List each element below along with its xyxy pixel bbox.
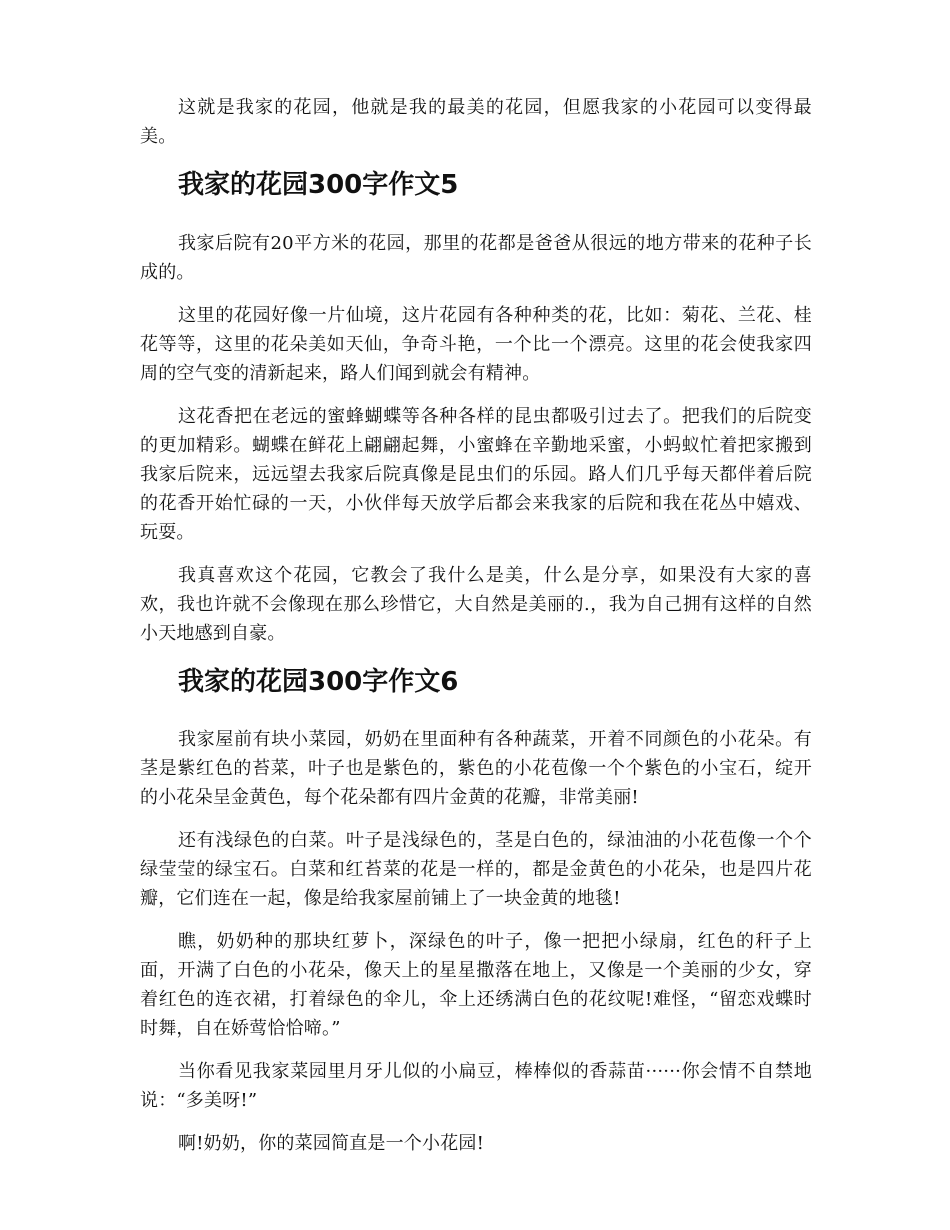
section-heading-essay-5: 我家的花园300字作文5 — [178, 170, 459, 200]
paragraph: 啊!奶奶，你的菜园简直是一个小花园! — [178, 1133, 485, 1154]
paragraph: 还有浅绿色的白菜。叶子是浅绿色的，茎是白色的，绿油油的小花苞像一个个绿莹莹的绿宝石。白菜和红苔菜的花是一样的，都是金黄色的小花朵，也是四片花瓣，它们连在一起，像是给我家屋前铺上了一块金黄的地毯! — [140, 830, 812, 909]
paragraph: 我真喜欢这个花园，它教会了我什么是美，什么是分享，如果没有大家的喜欢，我也许就不会像现在那么珍惜它，大自然是美丽的.，我为自己拥有这样的自然小天地感到自豪。 — [140, 565, 812, 644]
paragraph: 瞧，奶奶种的那块红萝卜，深绿色的叶子，像一把把小绿扇，红色的秆子上面，开满了白色的小花朵，像天上的星星撒落在地上，又像是一个美丽的少女，穿着红色的连衣裙，打着绿色的伞儿，伞上还绣满白色的花纹呢!难怪，“留恋戏蝶时时舞，自在娇莺恰恰啼。” — [140, 931, 812, 1039]
paragraph: 我家屋前有块小菜园，奶奶在里面种有各种蔬菜，开着不同颜色的小花朵。有茎是紫红色的苔菜，叶子也是紫色的，紫色的小花苞像一个个紫色的小宝石，绽开的小花朵呈金黄色，每个花朵都有四片金黄的花瓣，非常美丽! — [140, 729, 812, 808]
section-heading-essay-6: 我家的花园300字作文6 — [178, 667, 459, 697]
paragraph: 当你看见我家菜园里月牙儿似的小扁豆，棒棒似的香蒜苗······你会情不自禁地说：“多美呀!” — [140, 1061, 812, 1111]
document-page — [140, 93, 812, 1158]
paragraph: 这花香把在老远的蜜蜂蝴蝶等各种各样的昆虫都吸引过去了。把我们的后院变的更加精彩。蝴蝶在鲜花上翩翩起舞，小蜜蜂在辛勤地采蜜，小蚂蚁忙着把家搬到我家后院来，远远望去我家后院真像是昆虫们的乐园。路人们几乎每天都伴着后院的花香开始忙碌的一天，小伙伴每天放学后都会来我家的后院和我在花丛中嬉戏、玩耍。 — [140, 406, 812, 543]
paragraph: 这就是我家的花园，他就是我的最美的花园，但愿我家的小花园可以变得最美。 — [140, 97, 812, 147]
paragraph: 这里的花园好像一片仙境，这片花园有各种种类的花，比如：菊花、兰花、桂花等等，这里的花朵美如天仙，争奇斗艳，一个比一个漂亮。这里的花会使我家四周的空气变的清新起来，路人们闻到就会有精神。 — [140, 305, 812, 384]
paragraph: 我家后院有20平方米的花园，那里的花都是爸爸从很远的地方带来的花种子长成的。 — [140, 233, 812, 283]
